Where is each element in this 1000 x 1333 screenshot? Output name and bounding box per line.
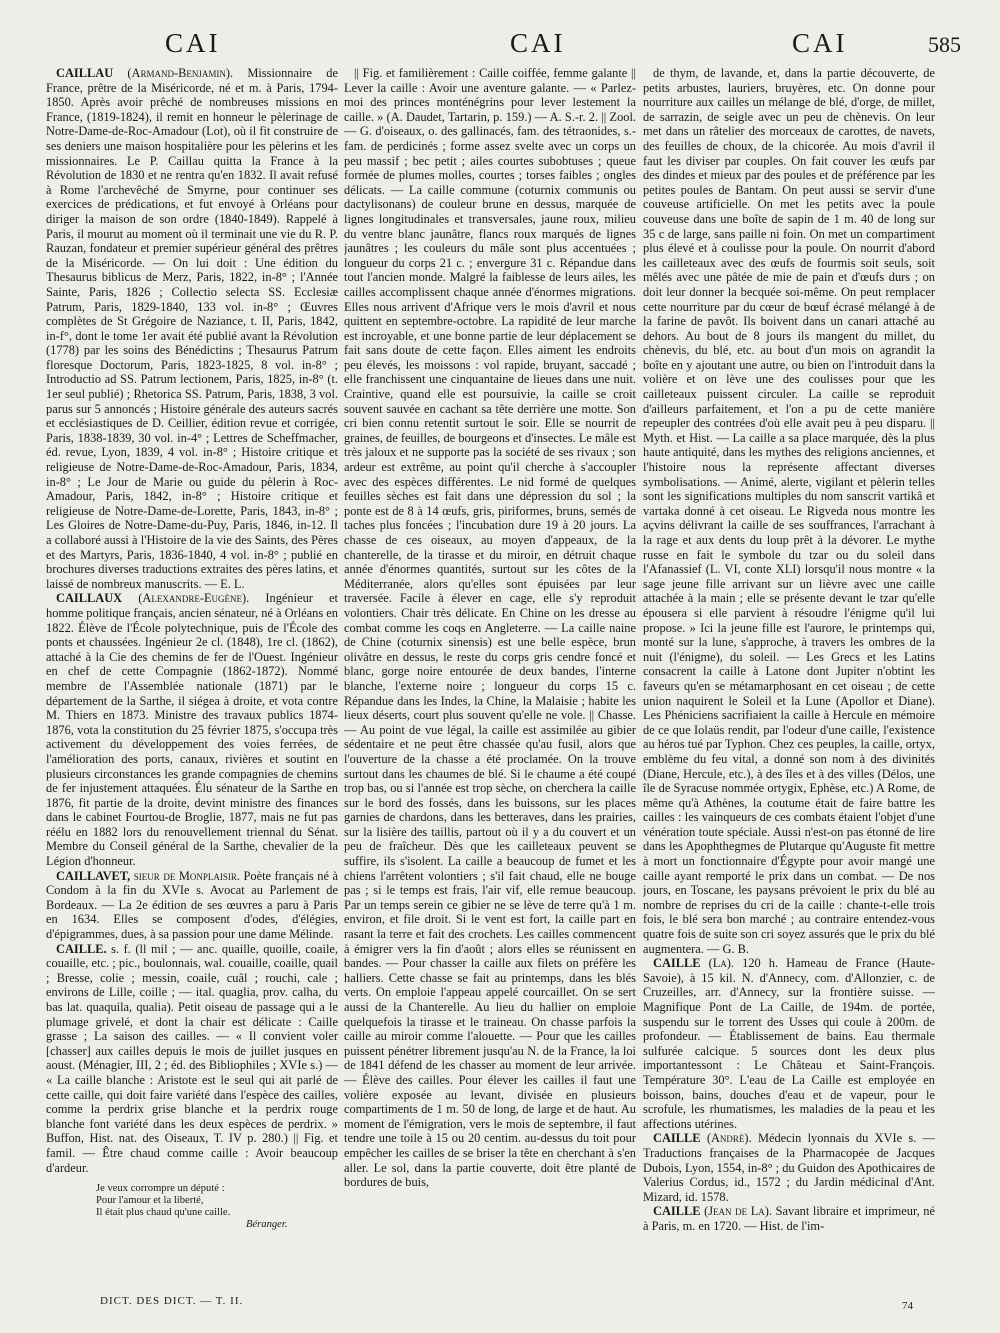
headword: CAILLE.	[56, 941, 107, 956]
entry-caillavet	[46, 869, 338, 942]
entry-caille-continued	[643, 66, 935, 956]
entry-text: s. f. (ll mil ; — anc. quaille, quoille, coaile, couaille, etc. ; pic., boulonnais, wal. couaille, coaille, quail ; Bresse, colie ; messin, coaile, cuâl ; rouchi, cale ; environs de Lille, coille ; — ital. quaglia, prov. calha, du bas lat. quaquila, qualia). Petit oiseau de passage qui a le plumage grivelé, et dont la chair est délicate : Caille grasse ; La saison des cailles. — « Il convient voler [chasser] aux cailles depuis le mois de juillet jusques en aoust. (Ménagier, III, 2 ; éd. des Bibliophiles ; XVIe s.) — « La caille blanche : Aristote est le seul qui ait parlé de cette caille, qui doit faire variété dans l'espèce des cailles, comme la perdrix grise blanche et la perdrix rouge blanche font variété dans les deux espèces de perdrix. » Buffon, Hist. nat. des Oiseaux, T. IV p. 280.) || Fig. et famil. — Être chaud comme caille : Avoir beaucoup d'ardeur.	[46, 941, 338, 1175]
headword: CAILLE	[653, 1131, 701, 1146]
headword: CAILLE	[653, 1204, 701, 1219]
running-head-center: CAI	[510, 28, 566, 58]
headword-qualifier: (Alexandre-Eugène).	[138, 591, 250, 606]
headword: CAILLE	[653, 956, 701, 971]
headword-qualifier: (La).	[708, 956, 735, 971]
verse-line: Pour l'amour et la liberté,	[96, 1195, 204, 1207]
verse-line: Il était plus chaud qu'une caille.	[96, 1207, 231, 1219]
headword-qualifier: sieur de Monplaisir.	[133, 868, 240, 883]
entry-caille	[46, 942, 338, 1176]
entry-text: Médecin lyonnais du XVIe s. — Traductions françaises de la Pharmacopée de Jacques Dubois, Lyon, 1554, in-8° ; du Guidon des Apothicaires de Valerius Cordus, id., 1572 ; du Jardin médicinal d'Ant. Mizard, id. 1578.	[643, 1131, 935, 1204]
entry-text: Ingénieur et homme politique français, ancien sénateur, né à Orléans en 1822. Élève de l'École polytechnique, puis de l'École des ponts et chaussées. Ingénieur 2e cl. (1848), 1re cl. (1862), attaché à la Cie des chemins de fer de l'Ouest. Ingénieur en chef de cette Compagnie (1862-1872). Nommé membre de l'Assemblée nationale (1871) par le département de la Sarthe, il siégea à droite, et vota contre M. Thiers en 1873. Ministre des travaux publics 1874-1876, vota la constitution du 25 février 1875, s'occupa très activement du développement des voies ferrées, de l'amélioration des ports, canaux, rivières et soutint en plusieurs circonstances les grande compagnies de chemins de fer injustement attaquées. Élu sénateur de la Sarthe en 1876, fit partie de la droite, devint ministre des finances dans le cabinet Fourtou-de Broglie, 1877, mais ne fut pas réélu en 1882 lors du renouvellement triennal du Sénat. Membre du Conseil général de la Sarthe, chevalier de la Légion d'honneur.	[46, 591, 338, 869]
entry-caillau	[46, 66, 338, 591]
entry-caille-continued	[344, 66, 636, 1190]
column-1	[46, 66, 338, 1276]
verse-quote	[96, 1183, 338, 1231]
footer-signature: DICT. DES DICT. — T. II.	[100, 1295, 244, 1307]
entry-caille-la	[643, 956, 935, 1131]
headword-qualifier: (Armand-Benjamin).	[127, 66, 234, 80]
footer-sheet-number: 74	[902, 1300, 913, 1312]
headword: CAILLAUX	[56, 591, 123, 606]
entry-text: Poète français né à Condom à la fin du XVIe s. Avocat au Parlement de Bordeaux. — La 2e édition de ses œuvres a paru à Paris en 1634. Elles se composent d'odes, d'élégies, d'épigrammes, dues, à sa passion pour une dame Mélinde.	[46, 868, 338, 942]
headword-qualifier: (Jean de La).	[704, 1204, 773, 1219]
entry-caille-jean	[643, 1204, 935, 1233]
entry-caille-andre	[643, 1131, 935, 1204]
entry-text: || Fig. et familièrement : Caille coiffée, femme galante || Lever la caille : Avoir une aventure galante. — « Parlez-moi des princes monténégrins pour lever lestement la caille. » (A. Daudet, Tartarin, p. 159.) — A. S.-r. 2. || Zool. — G. d'oiseaux, o. des gallinacés, fam. des tétraonides, s.-fam. de perdicinés ; forme assez svelte avec un corps un peu massif ; bec petit ; ailes courtes subobtuses ; queue formée de plumes molles, courtes ; torses faibles ; ongles délicats. — La caille commune (coturnix communis ou dactylisonans) de couleur brune en dessus, marquée de lignes longitudinales et transversales, jaune roux, milieu du ventre blanc jaunâtre, flancs roux marqués de lignes jaunâtres ; les couleurs du mâle sont plus accentuées ; longueur du corps 21 c. ; envergure 31 c. Répandue dans tout l'ancien monde. Malgré la faiblesse de leurs ailes, les cailles accomplissent chaque année d'énormes migrations. Elles nous arrivent d'Afrique vers le mois d'avril et nous quittent en septembre-octobre. La rapidité de leur marche est incroyable, et une bonne partie de leur déplacement se fait sans doute de cette façon. Elles aiment les endroits peu élevés, les moissons : vol rapide, bruyant, saccadé ; elle franchissent une cinquantaine de lieues dans une nuit. Craintive, quand elle est poursuivie, la caille se croit souvent sauvée en cachant sa tête derrière une motte. Son cri bien connu retentit surtout le soir. Elle se nourrit de graines, de feuilles, de bourgeons et d'insectes. Le mâle est très jaloux et ne supporte pas la société de ses rivaux ; son ardeur est extrême, au point qu'il cherche à s'accoupler avec des espèces différentes. Le nid formé de quelques feuilles sèches est fait dans une dépression du sol ; la ponte est de 8 à 14 œufs, gris, piriformes, bruns, semés de taches plus foncées ; l'incubation dure 19 à 20 jours. La chasse de ces oiseaux, au moyen d'appeaux, de la chanterelle, de la tirasse et du miroir, en détruit chaque année d'énormes quantités, surtout sur les côtes de la Méditerranée, alors qu'elles sont épuisées par leur traversée. Facile à élever en cage, elle s'y reproduit volontiers. Chair très délicate. En Chine on les dresse au combat comme les coqs en Angleterre. — La caille naine de Chine (coturnix sinensis) est une belle espèce, brun olivâtre en dessus, le reste du corps gris cendre foncé et blanc, gorge noire entourée de deux bandes, l'interne blanche, l'externe noire ; longueur du corps 15 c. Répandue dans les Indes, la Chine, la Malaisie ; habite les lieux déserts, court plus souvent qu'elle ne vole. || Chasse. — Au point de vue légal, la caille est assimilée au gibier sédentaire et ne peut être chassée qu'au fusil, alors que l'ouverture de la chasse a été proclamée. On la trouve surtout dans les chaumes de blé. Si le chaume a été coupé trop bas, ou si l'année est trop sèche, on cherchera la caille sur le bord des fossés, dans les buissons, sur les places garnies de chardons, dans les betteraves, dans les prairies, sur la lisière des taillis, partout où il y a du couvert et un peu de fraîcheur. Dès que les cailleteaux peuvent se suffire, ils s'isolent. La caille a beaucoup de fumet et les chiens l'arrêtent volontiers ; s'il fait chaud, elle ne bouge pas ; si le temps est frais, l'air vif, elle remue beaucoup. Par un temps serein ce gibier ne se lève de terre qu'à 1 m. environ, et file droit. Si le vent est fort, la caille part en rasant la terre et fait des crochets. Les cailles commencent à émigrer vers la fin d'août ; alors elles se réunissent en bandes. — Pour chasser la caille aux filets on préfère les halliers. Cette chasse se fait au printemps, dans les blés verts. On emploie l'appeau appelé courcaillet. On se sert aussi de la Chanterelle. Au lieu du hallier on emploie quelquefois la tirasse et le traineau. On chasse parfois la caille au miroir comme l'alouette. — Pour que les cailles puissent pénétrer librement jusqu'au N. de la France, la loi de 1841 défend de les chasser au moment de leur arrivée. — Élève des cailles. Pour élever les cailles il faut une volière exposée au levant, divisée en plusieurs compartiments de 1 m. 50 de long, de large et de haut. Au moment de l'émigration, vers le mois de septembre, il faut tendre une toile à 15 ou 20 centim. au-dessus du toit pour empêcher les cailles de se briser la tête en cherchant à s'en aller. Le sol, dans la partie couverte, doit être planté de bordures de buis,	[344, 66, 636, 1190]
page-number: 585	[928, 32, 961, 57]
running-head-right: CAI	[792, 28, 848, 58]
entry-text: Savant libraire et imprimeur, né à Paris, m. en 1720. — Hist. de l'im-	[643, 1204, 935, 1233]
headword-qualifier: (André).	[706, 1131, 752, 1146]
verse-author: Béranger.	[246, 1219, 288, 1231]
entry-text: de thym, de lavande, et, dans la partie découverte, de petits arbustes, lauriers, bruyères, etc. On donne pour nourriture aux cailles un mélange de blé, d'orge, de millet, de sarrazin, de seigle avec un peu de chènevis. On leur met dans un râtelier des morceaux de carottes, de navets, des feuilles de choux, de la chicorée. Au mois d'avril il faut les diviser par couples. On fait couver les œufs par des dindes et mieux par des poules et de préférence par les petites poules de Bantam. On peut aussi se servir d'une couveuse artificielle. On met les petits avec la poule couveuse dans une boîte de sapin de 1 m. 40 de long sur 35 c de large, sans paille ni foin. On met un compartiment plus élevé et à coulisse pour la poule. On nourrit d'abord les cailleteaux avec des œufs de fourmis soit seuls, soit mêlés avec une pâtée de mie de pain et d'œufs durs ; on doit leur donner la becquée soi-même. On peut remplacer cette nourriture par du cœur de bœuf écrasé mélangé à de la farine de pavôt. Ils boivent dans un canari attaché au dehors. Au bout de 8 jours ils mangent du millet, du chènevis, du blé, etc. au bout d'un mois on agrandit la boîte en y ajoutant une autre, ou bien on l'introduit dans la volière et on lève une des coulisses pour que les cailleteaux puissent circuler. La caille se reproduit d'ailleurs parfaitement, et l'on a pu de cette manière repeupler des contrées d'où elle avait peu à peu disparu. || Myth. et Hist. — La caille a sa place marquée, dès la plus haute antiquité, dans les mythes des religions anciennes, et l'histoire nous la représente affectant diverses symbolisations. — Animé, alerte, vigilant et pèlerin telles sont les significations multiples du nom sanscrit vartikâ et vartaka donné à cet oiseau. Le Rigveda nous montre les açvins délivrant la caille de ses souffrances, l'arrachant à la rage et aux dents du loup prêt à la dévorer. Le mythe russe en fait le symbole du tzar ou du soleil dans l'Afanassief (L. VI, conte XLI) lorsqu'il nous montre « la sage jeune fille arrivant sur un lièvre avec une caille attachée à la main ; elle se présente devant le tzar qu'elle épousera si elle parvient à résoudre l'énigme qu'il lui propose. » Ici la jeune fille est l'aurore, le printemps qui, monté sur la lune, s'approche, à travers les ombres de la nuit (l'énigme), du soleil. — Les Grecs et les Latins consacrent la caille à Latone dont Jupiter n'obtint les faveurs qu'en se métamarphosant en cet oiseau ; de cette union naquirent le Soleil et la Lune (Apollor et Diane). Les Phéniciens sacrifiaient la caille à Hercule en mémoire de ce que Iolaüs rendit, par l'odeur d'une caille, l'existence au héros tué par Typhon. Chez ces peuples, la caille, ortyx, emblème du feu vital, a donné son nom à des divinités (Diane, Hercule, etc.), à des îles et à des villes (Délos, une île de Syracuse nommée ortygix, Ephèse, etc.) A Rome, de même qu'à Athènes, la coutume était de faire battre les cailles : les vainqueurs de ces combats étaient l'objet d'une vénération toute spéciale. Aussi n'est-on pas étonné de lire dans les Apophthegmes de Plutarque qu'Auguste fit mettre à mort un fonctionnaire d'Égypte pour avoir mangé une caille ayant remporté le prix dans un combat. — De nos jours, en Toscane, les paysans prévoient le prix du blé au nombre de reprises du cri de la caille : chante-t-elle trois fois, le blé sera bon marché ; au contraire entendez-vous quatre fois de suite son cri soyez assurés que le prix du blé augmentera. — G. B.	[643, 66, 935, 956]
column-3	[643, 66, 935, 1302]
running-head	[40, 28, 980, 64]
column-2	[344, 66, 636, 1302]
entry-caillaux	[46, 591, 338, 868]
headword: CAILLAVET,	[56, 868, 131, 883]
entry-text: Missionnaire de France, prêtre de la Miséricorde, né et m. à Paris, 1794-1850. Après avoir prêché de nombreuses missions en France, (1819-1824), il remit en honneur le pèlerinage de Notre-Dame-de-Roc-Amadour (Lot), où il fit construire de ses deniers une maison hospitalière pour les pèlerins et les missionnaires. Le P. Caillau quitta la France à la Révolution de 1830 et ne rentra qu'en 1832. Il avait refusé à Rome l'archevêché de Smyrne, pour continuer ses exercices de prédications, et fut envoyé à Orléans pour diriger la maison de son ordre (1840-1849). Rappelé à Paris, il mourut au moment où il terminait une vie du R. P. Rauzan, fondateur et premier supérieur général des prêtres de la Miséricorde. — On lui doit : Une édition du Thesaurus biblicus de Merz, Paris, 1822, in-8° ; l'Année Sainte, Paris, 1826 ; Collectio selecta SS. Ecclesiæ Patrum, Paris, 1829-1840, 133 vol. in-8° ; Œuvres complètes de St Grégoire de Naziance, t. II, Paris, 1842, in-f°, dont le tome 1er avait été publié avant la Révolution (1778) par les soins des Bénédictins ; Thesaurus Patrum floresque Doctorum, Paris, 1823-1825, 8 vol. in-8° ; Introductio ad SS. Patrum lectionem, Paris, 1825, in-8° (t. 1er seul publié) ; Rhetorica SS. Patrum, Paris, 1838, 3 vol. parus sur 5 annoncés ; Histoire générale des auteurs sacrés et ecclésiastiques de D. Ceillier, édition revue et corrigée, Paris, 1838-1839, 30 vol. in-4° ; Lettres de Scheffmacher, éd. revue, Lyon, 1839, 4 vol. in-8° ; Histoire critique et religieuse de Notre-Dame-de-Roc-Amadour, Paris, 1834, in-8° ; Le Jour de Marie ou guide du pèlerin à Roc-Amadour, Paris, 1842, in-8° ; Histoire critique et religieuse de Notre-Dame-de-Lorette, Paris, 1843, in-8° ; Les Gloires de Notre-Dame-du-Puy, Paris, 1846, in-12. Il a collaboré aussi à l'Histoire de la vie des Saints, des Pères et des Martyrs, Paris, 1836-1840, 4 vol. in-8° ; publié en brochures diverses traductions extraites des pères latins, et laissé de nombreux manuscrits. — E. L.	[46, 66, 338, 591]
verse-line: Je veux corrompre un député :	[96, 1183, 225, 1195]
running-head-left: CAI	[165, 28, 221, 58]
headword: CAILLAU	[56, 66, 114, 80]
entry-text: 120 h. Hameau de France (Haute-Savoie), à 15 kil. N. d'Annecy, com. d'Allonzier, c. de Cruzeilles, arr. d'Annecy, sur la frontière suisse. — Magnifique Pont de La Caille, de 194m. de portée, suspendu sur le torrent des Usses qui coule à 200m. de profondeur. — Établissement de bains. Eau thermale sulfurée calcique. 5 sources dont les deux plus importantessont : Le Château et Saint-François. Température 30°. L'eau de La Caille est employée en boisson, bains, douches d'eau et de vapeur, pour le scrofule, les rhumatismes, les maladies de la peau et les affections utérines.	[643, 956, 935, 1131]
